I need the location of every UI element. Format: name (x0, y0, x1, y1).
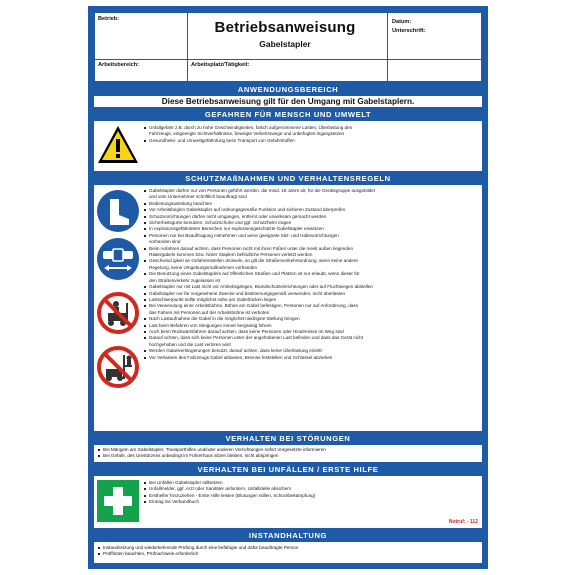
divider (95, 59, 483, 60)
section-heading-unfaelle: VERHALTEN BEI UNFÄLLEN / ERSTE HILFE (94, 464, 482, 475)
list-item: Personen nur bei Beauftragung mitnehmen und wenn geeignete Sitz- und Haltevorrichtungen (144, 233, 479, 239)
list-item: das Fahren mit Personen auf der Arbeitsbühne ist verboten (149, 309, 270, 315)
schutz-list (144, 188, 479, 361)
list-item: Gabelstapler nur mit Last nicht vor Antriebsgängen, Brandschutzeinrichtungen oder auf Fluchtwegen abstellen (144, 284, 479, 290)
page-subtitle: Gabelstapler (259, 39, 311, 49)
list-item: Bei Unfällen Gabelstapler stillsetzen (144, 480, 479, 486)
list-item: Prüffristen beachten, Prüfnachweis erforderlich (98, 551, 479, 557)
list-item: Unfallgefahr z.B. durch zu hohe Geschwindigkeiten, falsch aufgenommene Lasten, Überlastung des (144, 125, 479, 131)
stoerungen-box (94, 445, 482, 462)
first-aid-cross-icon (96, 479, 140, 523)
gefahren-box (94, 121, 482, 171)
scope-text: Diese Betriebsanweisung gilt für den Umgang mit Gabelstaplern. (161, 97, 415, 106)
anwendung-box (94, 96, 482, 107)
instruction-sheet (88, 6, 488, 569)
list-item: Auch beim Rückwärtsfahren darauf achten, dass keine Personen oder Hindernisse im Weg sind (144, 329, 479, 335)
list-item: Bei Mängeln am Gabelstapler, Transporthilfen und/oder anderen Vorrichtungen sofort Vorgesetzte informieren (98, 447, 479, 453)
list-item: Vor Verlassen des Fahrzeugs Gabel ablassen, Bremse feststellen und Schlüssel abziehen (144, 355, 479, 361)
list-item: Instandsetzung und wiederkehrende Prüfung durch eine befähigte und dafür beauftragte Person (98, 545, 479, 551)
list-item: Fahrzeugs, eingeengte Sichtverhältnisse, bewegte Verkehrswege und unbefugtes Ingangsetzen (149, 131, 345, 137)
header-table (94, 12, 482, 82)
datum-label: Datum: (392, 19, 412, 25)
list-item: und vom Unternehmer schriftlich beauftragt sind (149, 194, 247, 200)
warning-triangle-icon (96, 123, 140, 167)
list-item: Darauf achten, dass sich keine Personen unter der angehobenen Last befinden und dass das Gerät nicht (144, 335, 479, 341)
unfaelle-list (144, 480, 479, 506)
list-item: In explosionsgefährdeten Bereichen nur explosionsgeschützte Gabelstapler einsetzen (144, 226, 479, 232)
list-item: den Straßenverkehr zugelassen ist (149, 277, 220, 283)
emergency-number: Notruf: - 112 (448, 519, 478, 525)
list-item: hochgehoben und die Last verloren wird (149, 341, 231, 347)
list-item: Werden Gabelverlängerungen benutzt, darauf achten, dass keine Überlastung eintritt (144, 348, 479, 354)
instand-list (98, 545, 479, 558)
list-item: Sicherheitsgurte benutzen, Schutzschuhe und ggf. Schutzhelm tragen (144, 220, 479, 226)
list-item: Gesundheits- und Umweltgefährdung beim Transport von Gefahrstoffen (144, 138, 479, 144)
list-item: Bei Gefahr, des Umstürzens unbedingt im Führerhaus sitzen bleiben, nicht abspringen (98, 453, 479, 459)
sheet-inner (94, 12, 482, 563)
seatbelt-icon (96, 237, 140, 281)
schutz-box (94, 185, 482, 431)
list-item: Bedienungsanleitung beachten (144, 201, 479, 207)
arbeitsbereich-label: Arbeitsbereich: (98, 62, 140, 68)
unfaelle-box (94, 476, 482, 528)
list-item: Regelung, keine Umgebungsmaßnahmen vorhanden (149, 264, 258, 270)
list-item: Lastschwerpunkt sollte möglichst nahe am Gabelrücken liegen (144, 297, 479, 303)
list-item: Eintrag ins Verbandbuch (144, 499, 479, 505)
section-heading-anwendung: ANWENDUNGSBEREICH (94, 84, 482, 95)
section-heading-instand: INSTANDHALTUNG (94, 530, 482, 541)
list-item: Last beim Befahren von Steigungen immer bergseitig führen (144, 323, 479, 329)
section-heading-schutz: SCHUTZMAßNAHMEN UND VERHALTENSREGELN (94, 173, 482, 184)
section-heading-stoerungen: VERHALTEN BEI STÖRUNGEN (94, 433, 482, 444)
gefahren-list (144, 125, 479, 144)
divider (387, 13, 388, 83)
list-item: Beim Anfahren darauf achten, dass Personen nicht mit ihren Füßen unter die meist außen liegenden (144, 246, 479, 252)
list-item: Bei Verwendung einer Arbeitsbühne, Bühne am Gabel befestigen, Personen nur auf Anforderung, dass (144, 303, 479, 309)
list-item: Die Benutzung eines Gabelstaplers auf öffentlichen Straßen und Plätzen ist nur erlaubt, wenn dieser für (144, 271, 479, 277)
divider (187, 59, 188, 83)
safety-shoes-icon (96, 189, 140, 233)
list-item: Vor Arbeitsbeginn Gabelstapler auf ordnungsgemäße Funktion und sicheren Zustand überprüfen (144, 207, 479, 213)
list-item: Rädergabeln kommen bzw. hinter Staplern befindliche Personen verletzt werden (149, 252, 313, 258)
list-item: Schutzvorrichtungen dürfen nicht umgangen, entfernt oder unwirksam gemacht werden (144, 214, 479, 220)
list-item: Unfallmelder, ggf. Arzt oder Sanitäter anfordern, Unfallstelle absichern (144, 486, 479, 492)
list-item: Gabelstapler nur für vorgesehene Zwecke und bestimmungsgemäß verwenden, nicht überlasten (144, 291, 479, 297)
unterschrift-label: Unterschrift: (392, 28, 426, 34)
list-item: Ersthelfer hinzuziehen - Erste Hilfe leisten (Blutungen stillen, Schockbekämpfung) (144, 493, 479, 499)
arbeitsplatz-label: Arbeitsplatz/Tätigkeit: (191, 62, 250, 68)
list-item: Gabelstapler dürfen nur von Personen geführt werden, die mind. 18 Jahre alt, für die Gerätegruppe ausgebildet (144, 188, 479, 194)
list-item: Geschwind igkeit an Gefahrenstellen drosseln, so gilt die Straßenverkehrsordnung, wenn keine andere (144, 258, 479, 264)
no-passengers-icon (96, 291, 140, 335)
list-item: vorhanden sind (149, 239, 181, 245)
no-lifting-persons-icon (96, 345, 140, 389)
stoerungen-list (98, 447, 479, 460)
section-heading-gefahren: GEFAHREN FÜR MENSCH UND UMWELT (94, 109, 482, 120)
instand-box (94, 542, 482, 563)
page-title: Betriebsanweisung (214, 19, 356, 36)
list-item: Nach Lastaufnahme die Gabel in die möglichst niedrigste Stellung bringen (144, 316, 479, 322)
betrieb-label: Betrieb: (98, 16, 120, 22)
